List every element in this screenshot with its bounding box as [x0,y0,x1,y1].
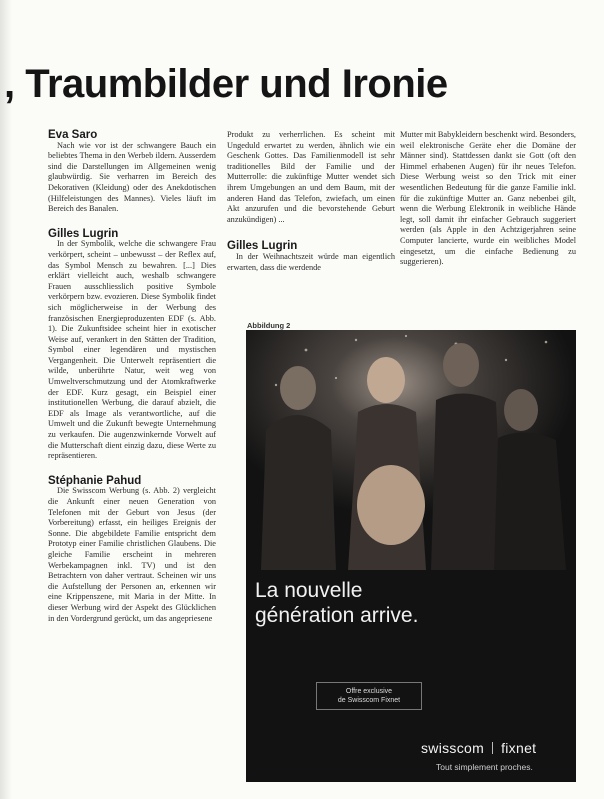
figure-caption: Abbildung 2 [247,321,291,330]
column-3 [400,130,576,268]
section-text-eva-saro: Nach wie vor ist der schwangere Bauch ein beliebtes Thema in den Werbeb ildern. Ausserdem sind die Darstellungen im Allgemeinen wenig glaubwürdig. Sie verharren im Bereich des Dekorativen (Kleidung) oder des Anekdotischen (Hilfeleistungen des Mannes). Vieles läuft im Bereich des Banalen. [48,140,216,214]
brand-separator [492,742,493,754]
ad-offer-line1: Offre exclusive [345,688,393,695]
section-heading-stephanie-pahud: Stéphanie Pahud [48,474,142,487]
section-text-col2: Produkt zu verherrlichen. Es scheint mit Ungeduld erwartet zu werden, ähnlich wie ein Geschenk Gottes. Das Familienmodell ist sehr traditionelles Bild der Familie und der Mutterrolle: die zukünftige Mutter wendet sich ihrem Umgebungen an und dem Baum, mit der anderen Hand das Telefon, zwiefach, um einen Akt anzurufen und die bevorstehende Geburt anzukündigen) ... [227,130,395,224]
page-binding-shadow [0,0,12,799]
ad-headline-line1: La nouvelle [255,579,363,602]
ad-offer-badge [316,682,422,710]
ad-tagline: Tout simplement proches. [436,762,533,772]
brand-fixnet: fixnet [501,740,537,756]
ad-headline [255,578,418,628]
swisscom-advertisement [246,330,576,782]
section-text-gilles-lugrin-1: In der Symbolik, welche die schwangere Frau verkörpert, scheint – unbewusst – der Reflex auf, das Symbol Mensch zu bewahren. [...] Dies erklärt vielleicht auch, weshalb schwangere Frauen ausschliesslich positive Symbole verkörpern bzw. evozieren. Diese Symbolik findet sich möglicherweise in der Werbung des französischen Energieproduzenten EDF (s. Abb. 1). Die Zukunftsidee scheint hier in exotischer Weise auf, verankert in den Stätten der Tradition, Symbol einer legendären und mystischen Vergangenheit. Die Unterwelt repräsentiert die wilde, unberührte Natur, weit weg von Umweltverschmutzung und der Atomkraftwerke der EDF. Kurz gesagt, ein Beispiel einer institutionellen Werbung, die darauf abzielt, die EDF als Image als verantwortliche, auf die Umwelt und die Zukunft bewegte Unternehmung zu verkaufen. Die augenzwinkernde Vorwelt auf die Mutterschaft dient einzig dazu, diese Werte zu repräsentieren. [48,239,216,461]
column-2 [227,130,395,273]
section-text-col3: Mutter mit Babykleidern beschenkt wird. Besonders, weil elektronische Geräte eher die Domäne der Männer sind). Stattdessen dankt sie Gott (oft den Himmel erhabenen Augen) für ihr neues Telefon. Diese Werbung weist so den Trick mit einer wesentlichen Bedeutung für die ganze Familie inkl. für die zukünftige Mutter an. Ganz nebenbei gilt, wenn die Werbung Elektronik in weibliche Hände legt, soll damit ihr einfacher Gebrauch suggeriert werden (als Apple in den Achtzigerjahren seine Computer lancierte, wurde ein weibliches Model eingesetzt, um die einfache Bedienung zu suggerieren). [400,130,576,267]
column-1 [48,130,216,624]
section-heading-gilles-lugrin-2: Gilles Lugrin [227,240,298,253]
section-heading-gilles-lugrin-1: Gilles Lugrin [48,227,119,240]
ad-offer-line2: de Swisscom Fixnet [337,697,401,704]
ad-brand-logo [421,740,536,756]
page-title: , Traumbilder und Ironie [4,62,448,106]
ad-headline-line2: génération arrive. [255,604,419,627]
section-heading-eva-saro: Eva Saro [48,129,98,141]
ad-photo [246,330,576,782]
section-text-stephanie-pahud: Die Swisscom Werbung (s. Abb. 2) vergleicht die Ankunft einer neuen Generation von Telefonen mit der Geburt von Jesus (der Vorbereitung) erfasst, ein heiliges Ereignis der Sonne. Die abgebildete Familie entspricht dem Prototyp einer Familie christlichen Glaubens. Die gleiche Familie erscheint in mehreren Werbekampagnen inkl. TV) und ist den Betrachtern von daher vertraut. Scheinen wir uns die Aufstellung der Personen an, erkennen wir eine Krippenszene, mit Maria in der Mitte. In dieser Werbung wird der Aspekt des Glücklichen in den Vordergrund gerückt, um das angepriesene [48,486,216,623]
section-text-gilles-lugrin-2: In der Weihnachtszeit würde man eigentlich erwarten, dass die werdende [227,251,395,272]
brand-swisscom: swisscom [421,740,485,756]
